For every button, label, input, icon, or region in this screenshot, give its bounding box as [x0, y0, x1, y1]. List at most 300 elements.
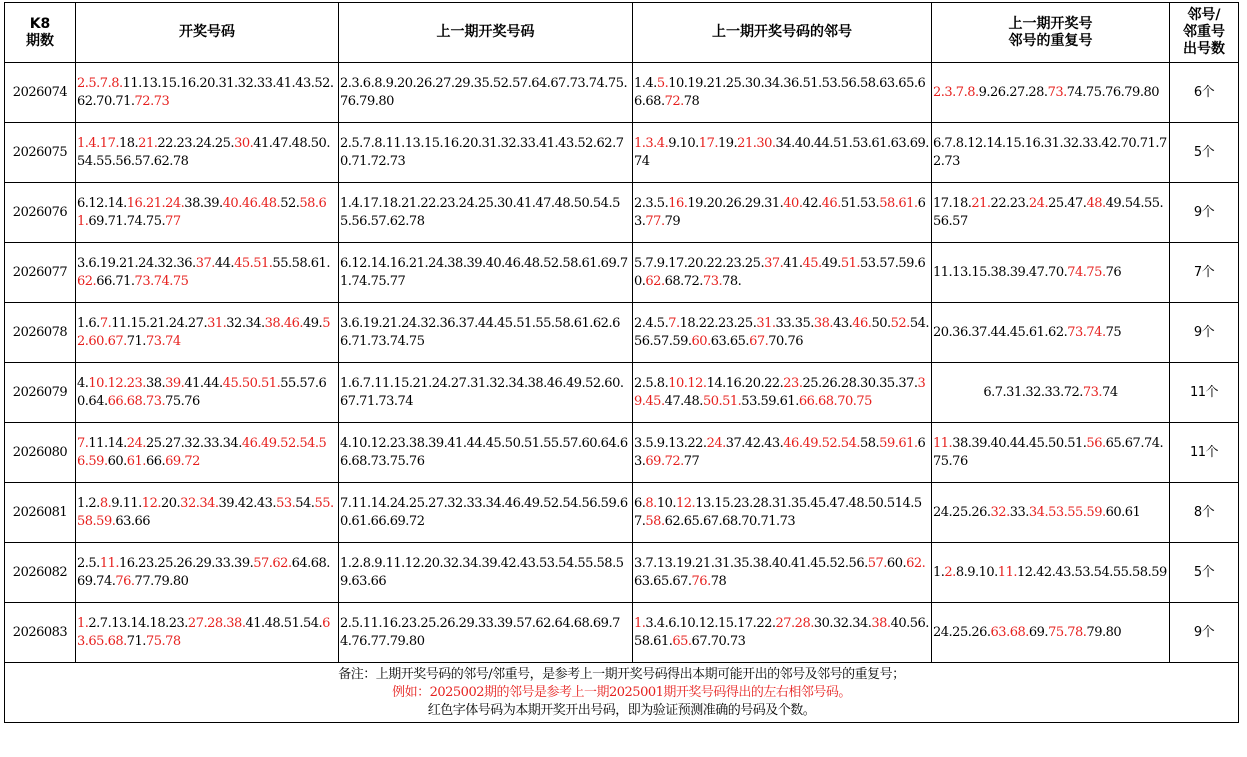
hit-number-segment: 46.49.52.54.56.59. — [77, 435, 327, 469]
number-segment: 54.56.57.59. — [634, 315, 929, 349]
neighbors-cell[interactable] — [633, 483, 932, 543]
number-segment: 40.56.58.61. — [634, 615, 929, 649]
number-segment: 33. — [1009, 504, 1029, 520]
table-row — [5, 603, 1239, 663]
prev-draw-cell[interactable]: 4.10.12.23.38.39.41.44.45.50.51.55.57.60.64.66.68.73.75.76 — [339, 423, 633, 483]
number-segment: 55.57.60.64. — [77, 375, 327, 409]
number-segment: 69.71.74.75. — [88, 213, 166, 229]
number-segment: 17.18. — [933, 195, 972, 211]
number-segment: 11.14. — [88, 435, 127, 451]
number-segment: 1.6. — [77, 315, 100, 331]
number-segment: 70.76 — [768, 333, 803, 349]
count-cell[interactable]: 9个 — [1170, 303, 1239, 363]
hit-number-segment: 1.3.4. — [634, 135, 669, 151]
hit-number-segment: 58.61. — [77, 195, 327, 229]
hit-number-segment: 2. — [944, 564, 956, 580]
period-cell[interactable]: 2026080 — [5, 423, 76, 483]
number-segment: 37.42.43. — [725, 435, 784, 451]
number-segment: 79.80 — [1086, 624, 1122, 640]
number-segment: 47.48. — [664, 393, 703, 409]
note-line-2: 例如：2025002期的邻号是参考上一期2025001期开奖号码得出的左右相邻号码。 — [392, 684, 851, 700]
hit-number-segment: 73.74 — [145, 333, 181, 349]
hit-number-segment: 40.46.48. — [222, 195, 281, 211]
number-segment: 22.23. — [990, 195, 1029, 211]
header-draw-label: 开奖号码 — [179, 24, 235, 40]
period-cell[interactable]: 2026083 — [5, 603, 76, 663]
hit-number-segment: 73. — [1047, 84, 1067, 100]
prev-draw-cell[interactable]: 7.11.14.24.25.27.32.33.34.46.49.52.54.56.59.60.61.66.69.72 — [339, 483, 633, 543]
number-segment: 11.13.15.16.20.31.32.33.41.43.52.62.70.71. — [77, 75, 334, 109]
number-segment: 2.3.5. — [634, 195, 669, 211]
number-segment: 3.7.13.19.21.31.35.38.40.41.45.52.56. — [634, 555, 868, 571]
number-segment: 38. — [145, 375, 166, 391]
hit-number-segment: 62. — [645, 273, 665, 289]
number-segment: 49.54.55.56.57 — [933, 195, 1164, 229]
draw-numbers-cell[interactable] — [76, 183, 339, 243]
hit-number-segment: 21. — [971, 195, 991, 211]
hit-number-segment: 21. — [138, 135, 158, 151]
hit-number-segment: 69.72. — [645, 453, 684, 469]
number-segment: 22.23.24.25. — [157, 135, 235, 151]
number-segment: 3.4.6.10.12.15.17.22. — [645, 615, 776, 631]
number-segment: 62.65.67.68.70.71.73 — [664, 513, 796, 529]
header-period[interactable] — [5, 3, 76, 63]
table-row — [5, 123, 1239, 183]
repeat-cell[interactable] — [932, 363, 1170, 423]
neighbors-cell[interactable] — [633, 123, 932, 183]
hit-number-segment: 75.78. — [1048, 624, 1087, 640]
draw-numbers-cell[interactable] — [76, 363, 339, 423]
hit-number-segment: 11. — [997, 564, 1017, 580]
hit-number-segment: 55.58.59. — [77, 495, 334, 529]
hit-number-segment: 45.51. — [234, 255, 273, 271]
hit-number-segment: 52.60.67. — [77, 315, 330, 349]
repeat-cell[interactable] — [932, 303, 1170, 363]
number-segment: 60. — [886, 555, 907, 571]
hit-number-segment: 69.72 — [165, 453, 200, 469]
hit-number-segment: 45. — [802, 255, 822, 271]
count-cell[interactable]: 9个 — [1170, 183, 1239, 243]
number-segment: 51.53. — [840, 195, 880, 211]
repeat-cell[interactable] — [932, 123, 1170, 183]
hit-number-segment: 51. — [840, 255, 861, 271]
hit-number-segment: 16. — [668, 195, 688, 211]
note-row — [5, 663, 1239, 723]
period-cell[interactable]: 2026075 — [5, 123, 76, 183]
number-segment: 41.48.51.54. — [245, 615, 323, 631]
number-segment: 6.7.8.12.14.15.16.31.32.33.42.70.71.72.73 — [933, 135, 1167, 169]
hit-number-segment: 8. — [99, 495, 112, 511]
hit-number-segment: 75.78 — [145, 633, 181, 649]
number-segment: 75 — [1105, 324, 1122, 340]
hit-number-segment: 38. — [813, 315, 834, 331]
count-cell[interactable]: 7个 — [1170, 243, 1239, 303]
header-prev-draw-label: 上一期开奖号码 — [436, 24, 535, 40]
hit-number-segment: 2.3.7.8. — [933, 84, 979, 100]
draw-numbers-cell[interactable] — [76, 603, 339, 663]
number-segment: 2.5.8. — [634, 375, 669, 391]
hit-number-segment: 66.68. — [798, 393, 838, 409]
number-segment: 39.42.43. — [218, 495, 277, 511]
repeat-cell[interactable] — [932, 483, 1170, 543]
number-segment: 8.9.10. — [955, 564, 998, 580]
hit-number-segment: 46. — [852, 315, 872, 331]
number-segment: 2.5. — [77, 555, 100, 571]
prev-draw-cell[interactable]: 1.4.17.18.21.22.23.24.25.30.41.47.48.50.54.55.56.57.62.78 — [339, 183, 633, 243]
header-repeat[interactable] — [932, 3, 1170, 63]
number-segment: 75.76 — [165, 393, 200, 409]
number-segment: 10.19.21.25.30.34.36.51.53.56.58.63.65.66.68. — [634, 75, 926, 109]
hit-number-segment: 10.12. — [668, 375, 707, 391]
count-cell[interactable]: 11个 — [1170, 363, 1239, 423]
number-segment: 12.42.43.53.54.55.58.59 — [1016, 564, 1167, 580]
note-line-3: 红色字体号码为本期开奖开出号码，即为验证预测准确的号码及个数。 — [427, 702, 816, 718]
hit-number-segment: 63.68. — [990, 624, 1029, 640]
hit-number-segment: 76. — [691, 573, 711, 589]
hit-number-segment: 66.68.73. — [107, 393, 166, 409]
table-row — [5, 423, 1239, 483]
number-segment: 33.35. — [775, 315, 814, 331]
note-line-1: 备注：上期开奖号码的邻号/邻重号，是参考上一期开奖号码得出本期可能开出的邻号及邻号的重复号； — [338, 666, 905, 682]
draw-numbers-cell[interactable] — [76, 543, 339, 603]
number-segment: 65.67.74.75.76 — [933, 435, 1164, 469]
header-count-line2: 邻重号 — [1183, 24, 1225, 40]
period-cell[interactable]: 2026076 — [5, 183, 76, 243]
number-segment: 43. — [833, 315, 853, 331]
hit-number-segment: 37. — [764, 255, 784, 271]
period-cell[interactable]: 2026078 — [5, 303, 76, 363]
hit-number-segment: 23. — [783, 375, 803, 391]
number-segment: 41. — [783, 255, 803, 271]
lottery-table — [4, 2, 1239, 723]
number-segment: 18. — [118, 135, 139, 151]
hit-number-segment: 11. — [99, 555, 119, 571]
number-segment: 44. — [214, 255, 235, 271]
hit-number-segment: 45.50.51. — [222, 375, 281, 391]
header-prev-draw[interactable] — [339, 3, 633, 63]
prev-draw-cell[interactable]: 2.3.6.8.9.20.26.27.29.35.52.57.64.67.73.74.75.76.79.80 — [339, 63, 633, 123]
hit-number-segment: 24. — [706, 435, 726, 451]
number-segment: 13.15.23.28.31.35.45.47.48.50.514.57. — [634, 495, 922, 529]
count-cell[interactable]: 11个 — [1170, 423, 1239, 483]
number-segment: 1.4. — [634, 75, 657, 91]
number-segment: 78 — [683, 93, 700, 109]
hit-number-segment: 58.61. — [879, 195, 918, 211]
table-row — [5, 63, 1239, 123]
hit-number-segment: 48. — [1086, 195, 1106, 211]
hit-number-segment: 39.45. — [634, 375, 926, 409]
count-cell[interactable]: 5个 — [1170, 543, 1239, 603]
number-segment: 71. — [126, 333, 146, 349]
hit-number-segment: 61. — [126, 453, 146, 469]
repeat-cell[interactable] — [932, 183, 1170, 243]
hit-number-segment: 37. — [195, 255, 215, 271]
header-repeat-line2: 邻号的重复号 — [1008, 32, 1093, 49]
hit-number-segment: 63.65.68. — [77, 615, 330, 649]
number-segment: 68.72. — [664, 273, 703, 289]
hit-number-segment: 5. — [656, 75, 669, 91]
period-cell[interactable]: 2026077 — [5, 243, 76, 303]
neighbors-cell[interactable] — [633, 423, 932, 483]
number-segment: 66. — [145, 453, 166, 469]
number-segment: 14.16.20.22. — [706, 375, 784, 391]
prev-draw-cell[interactable]: 3.6.19.21.24.32.36.37.44.45.51.55.58.61.62.66.71.73.74.75 — [339, 303, 633, 363]
header-row — [5, 3, 1239, 63]
number-segment: 4. — [77, 375, 89, 391]
neighbors-cell[interactable] — [633, 63, 932, 123]
hit-number-segment: 10.12.23. — [88, 375, 146, 391]
number-segment: 42. — [802, 195, 822, 211]
header-neighbors[interactable] — [633, 3, 932, 63]
number-segment: 53.59.61. — [741, 393, 799, 409]
hit-number-segment: 76. — [115, 573, 135, 589]
hit-number-segment: 24. — [1028, 195, 1049, 211]
number-segment: 3.5.9.13.22. — [634, 435, 707, 451]
hit-number-segment: 59.61. — [879, 435, 918, 451]
hit-number-segment: 40. — [783, 195, 803, 211]
neighbors-cell[interactable] — [633, 303, 932, 363]
hit-number-segment: 74.75. — [1067, 264, 1106, 280]
number-segment: 60. — [107, 453, 127, 469]
hit-number-segment: 7. — [77, 435, 89, 451]
number-segment: 5.7.9.17.20.22.23.25. — [634, 255, 765, 271]
hit-number-segment: 53. — [276, 495, 296, 511]
prev-draw-cell[interactable]: 1.6.7.11.15.21.24.27.31.32.34.38.46.49.52.60.67.71.73.74 — [339, 363, 633, 423]
neighbors-cell[interactable] — [633, 603, 932, 663]
number-segment: 9.11. — [111, 495, 142, 511]
period-cell[interactable]: 2026082 — [5, 543, 76, 603]
period-cell[interactable]: 2026074 — [5, 63, 76, 123]
number-segment: 66.71. — [96, 273, 135, 289]
hit-number-segment: 21.30. — [737, 135, 776, 151]
number-segment: 49. — [821, 255, 841, 271]
table-row — [5, 483, 1239, 543]
draw-numbers-cell[interactable] — [76, 483, 339, 543]
hit-number-segment: 60. — [691, 333, 711, 349]
number-segment: 63.65.67. — [634, 573, 692, 589]
number-segment: 63. — [634, 195, 926, 229]
number-segment: 78. — [722, 273, 742, 289]
repeat-cell[interactable] — [932, 543, 1170, 603]
neighbors-cell[interactable] — [633, 363, 932, 423]
number-segment: 69. — [1028, 624, 1049, 640]
header-period-line1: K8 — [29, 15, 51, 32]
hit-number-segment: 12. — [676, 495, 696, 511]
count-cell[interactable]: 8个 — [1170, 483, 1239, 543]
hit-number-segment: 24. — [126, 435, 146, 451]
count-cell[interactable]: 5个 — [1170, 123, 1239, 183]
period-cell[interactable]: 2026079 — [5, 363, 76, 423]
hit-number-segment: 7. — [668, 315, 680, 331]
prev-draw-cell[interactable]: 2.5.11.16.23.25.26.29.33.39.57.62.64.68.69.74.76.77.79.80 — [339, 603, 633, 663]
number-segment: 71. — [126, 633, 146, 649]
hit-number-segment: 2.5.7.8. — [77, 75, 123, 91]
header-count-line1: 邻号/ — [1187, 7, 1221, 23]
number-segment: 11.13.15.38.39.47.70. — [933, 264, 1068, 280]
hit-number-segment: 17. — [698, 135, 718, 151]
number-segment: 25.26.28.30.35.37. — [802, 375, 918, 391]
number-segment: 20.36.37.44.45.61.62. — [933, 324, 1068, 340]
table-row — [5, 543, 1239, 603]
number-segment: 6.12.14. — [77, 195, 127, 211]
table-body — [5, 63, 1239, 663]
hit-number-segment: 52. — [890, 315, 910, 331]
table-row — [5, 243, 1239, 303]
repeat-cell[interactable] — [932, 423, 1170, 483]
number-segment: 6.7.31.32.33.72. — [983, 384, 1083, 400]
number-segment: 63.65. — [710, 333, 750, 349]
draw-numbers-cell[interactable] — [76, 63, 339, 123]
neighbors-cell[interactable] — [633, 243, 932, 303]
period-cell[interactable]: 2026081 — [5, 483, 76, 543]
hit-number-segment: 12. — [141, 495, 161, 511]
prev-draw-cell[interactable]: 1.2.8.9.11.12.20.32.34.39.42.43.53.54.55.58.59.63.66 — [339, 543, 633, 603]
number-segment: 78 — [710, 573, 727, 589]
neighbors-cell[interactable] — [633, 543, 932, 603]
number-segment: 41.44. — [184, 375, 223, 391]
hit-number-segment: 73.74. — [1067, 324, 1106, 340]
number-segment: 19.20.26.29.31. — [687, 195, 784, 211]
repeat-cell[interactable] — [932, 63, 1170, 123]
number-segment: 9.26.27.28. — [978, 84, 1048, 100]
hit-number-segment: 27.28.38. — [187, 615, 246, 631]
header-count-line3: 出号数 — [1183, 41, 1225, 57]
number-segment: 38.39.40.44.45.50.51. — [952, 435, 1087, 451]
draw-numbers-cell[interactable] — [76, 303, 339, 363]
count-cell[interactable]: 9个 — [1170, 603, 1239, 663]
number-segment: 30.32.34. — [813, 615, 872, 631]
number-segment: 2.4.5. — [634, 315, 669, 331]
hit-number-segment: 57. — [867, 555, 887, 571]
number-segment: 3.6.19.21.24.32.36. — [77, 255, 196, 271]
number-segment: 16.23.25.26.29.33.39. — [119, 555, 254, 571]
hit-number-segment: 65. — [672, 633, 692, 649]
table-row — [5, 363, 1239, 423]
number-segment: 25.27.32.33.34. — [145, 435, 242, 451]
hit-number-segment: 73. — [1082, 384, 1103, 400]
header-repeat-line1: 上一期开奖号 — [1008, 15, 1093, 32]
number-segment: 25.47. — [1048, 195, 1087, 211]
number-segment: 77 — [683, 453, 700, 469]
number-segment: 9.10. — [668, 135, 699, 151]
table-row — [5, 303, 1239, 363]
number-segment: 38.39. — [184, 195, 223, 211]
number-segment: 1. — [933, 564, 945, 580]
hit-number-segment: 57.62. — [253, 555, 292, 571]
number-segment: 32.34. — [226, 315, 265, 331]
note-cell[interactable] — [5, 663, 1239, 723]
hit-number-segment: 73.74.75 — [134, 273, 189, 289]
number-segment: 1.2. — [77, 495, 100, 511]
repeat-cell[interactable] — [932, 243, 1170, 303]
draw-numbers-cell[interactable] — [76, 123, 339, 183]
number-segment: 50. — [871, 315, 891, 331]
hit-number-segment: 50.51. — [702, 393, 742, 409]
hit-number-segment: 46.49.52.54. — [783, 435, 860, 451]
hit-number-segment: 16.21.24. — [126, 195, 185, 211]
number-segment: 55.58.61. — [272, 255, 330, 271]
number-segment: 76 — [1105, 264, 1122, 280]
number-segment: 41.47.48.50.54.55.56.57.62.78 — [77, 135, 330, 169]
number-segment: 10. — [656, 495, 676, 511]
table-row — [5, 183, 1239, 243]
hit-number-segment: 11. — [933, 435, 953, 451]
number-segment: 74.75.76.79.80 — [1066, 84, 1159, 100]
hit-number-segment: 31. — [756, 315, 776, 331]
header-neighbors-label: 上一期开奖号码的邻号 — [712, 24, 852, 40]
header-period-line2: 期数 — [26, 32, 54, 49]
hit-number-segment: 58. — [645, 513, 665, 529]
hit-number-segment: 32. — [990, 504, 1010, 520]
hit-number-segment: 1.4.17. — [77, 135, 119, 151]
number-segment: 79 — [664, 213, 681, 229]
number-segment: 54. — [295, 495, 315, 511]
hit-number-segment: 77. — [645, 213, 665, 229]
hit-number-segment: 39. — [165, 375, 185, 391]
hit-number-segment: 34.53.55.59. — [1028, 504, 1106, 520]
number-segment: 34.40.44.51.53.61.63.69.74 — [634, 135, 929, 169]
number-segment: 58. — [859, 435, 880, 451]
number-segment: 24.25.26. — [933, 624, 991, 640]
number-segment: 18.22.23.25. — [679, 315, 757, 331]
prev-draw-cell[interactable]: 2.5.7.8.11.13.15.16.20.31.32.33.41.43.52.62.70.71.72.73 — [339, 123, 633, 183]
number-segment: 19. — [717, 135, 738, 151]
hit-number-segment: 77 — [165, 213, 181, 229]
hit-number-segment: 72. — [664, 93, 684, 109]
hit-number-segment: 62. — [906, 555, 926, 571]
hit-number-segment: 73. — [702, 273, 723, 289]
number-segment: 11.15.21.24.27. — [111, 315, 208, 331]
number-segment: 2.7.13.14.18.23. — [88, 615, 188, 631]
number-segment: 60.61 — [1105, 504, 1141, 520]
hit-number-segment: 1. — [77, 615, 89, 631]
hit-number-segment: 67. — [749, 333, 769, 349]
hit-number-segment: 31. — [207, 315, 227, 331]
number-segment: 74 — [1102, 384, 1118, 400]
repeat-cell[interactable] — [932, 603, 1170, 663]
number-segment: 53.57.59.60. — [634, 255, 926, 289]
hit-number-segment: 8. — [645, 495, 657, 511]
hit-number-segment: 32.34. — [180, 495, 219, 511]
number-segment: 49. — [303, 315, 323, 331]
prev-draw-cell[interactable]: 6.12.14.16.21.24.38.39.40.46.48.52.58.61.69.71.74.75.77 — [339, 243, 633, 303]
hit-number-segment: 1. — [634, 615, 646, 631]
number-segment: 63. — [634, 435, 926, 469]
hit-number-segment: 46. — [821, 195, 841, 211]
count-cell[interactable]: 6个 — [1170, 63, 1239, 123]
draw-numbers-cell[interactable] — [76, 243, 339, 303]
hit-number-segment: 30. — [234, 135, 254, 151]
draw-numbers-cell[interactable] — [76, 423, 339, 483]
hit-number-segment: 7. — [99, 315, 112, 331]
number-segment: 64.68.69.74. — [77, 555, 330, 589]
number-segment: 24.25.26. — [933, 504, 991, 520]
number-segment: 6. — [634, 495, 646, 511]
hit-number-segment: 70.75 — [837, 393, 872, 409]
hit-number-segment: 38.46. — [264, 315, 303, 331]
hit-number-segment: 62. — [77, 273, 97, 289]
header-count[interactable] — [1170, 3, 1239, 63]
neighbors-cell[interactable] — [633, 183, 932, 243]
hit-number-segment: 38. — [871, 615, 891, 631]
hit-number-segment: 27.28. — [775, 615, 814, 631]
number-segment: 67.70.73 — [691, 633, 746, 649]
hit-number-segment: 56. — [1086, 435, 1106, 451]
number-segment: 77.79.80 — [134, 573, 189, 589]
header-draw[interactable] — [76, 3, 339, 63]
hit-number-segment: 72.73 — [134, 93, 170, 109]
number-segment: 20. — [160, 495, 181, 511]
